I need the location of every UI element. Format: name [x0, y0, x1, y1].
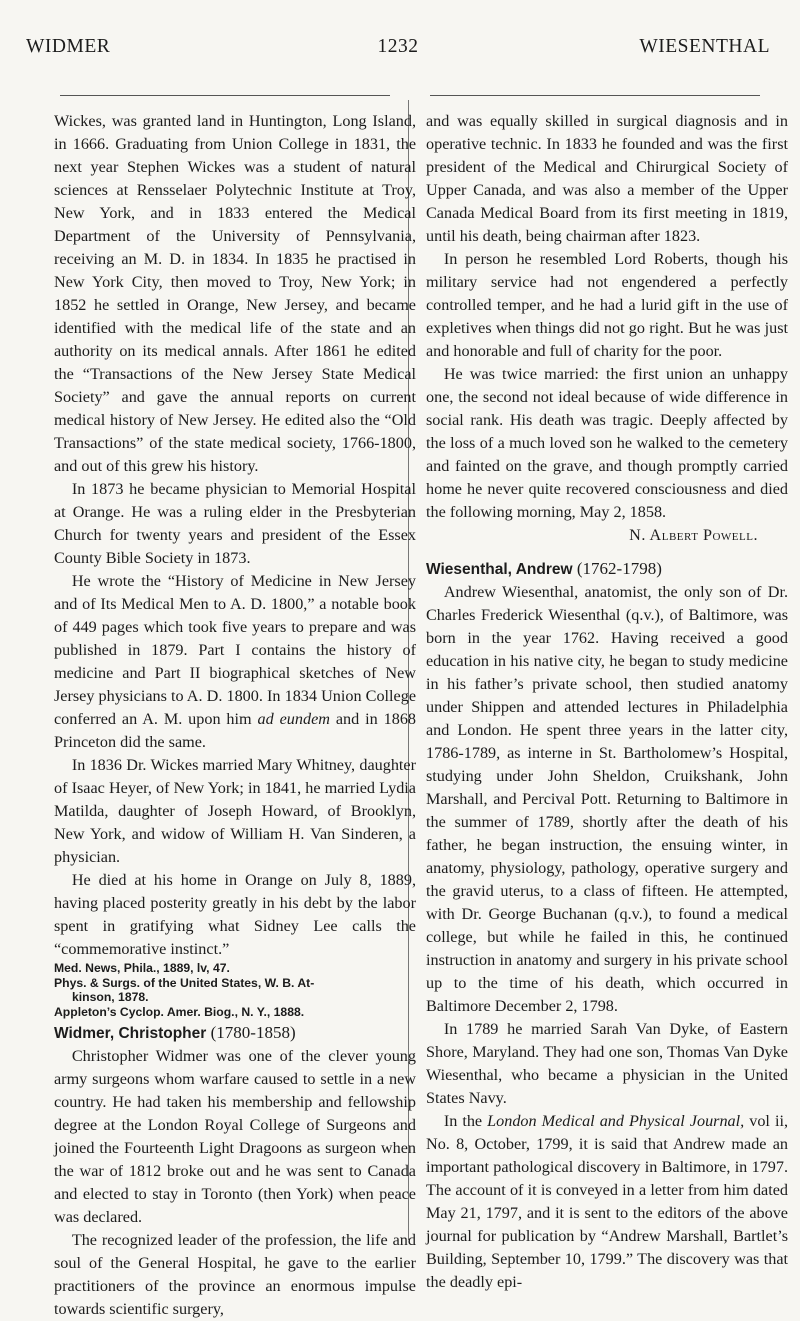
wickes-paragraph-4: In 1836 Dr. Wickes married Mary Whitney, daughter of Isaac Heyer, of New York; in 1841, he married Lydia Matilda, daughter of Joseph Howard, of Brooklyn, New York, and widow of William H. Van Sinderen, a physician. — [54, 756, 416, 866]
wiesenthal-entry-heading — [426, 557, 788, 581]
widmer-entry-heading — [54, 1021, 416, 1045]
wiesenthal-paragraph-3 — [426, 1110, 788, 1294]
reference-2-cont: kinson, 1878. — [72, 990, 149, 1004]
wiesenthal-p3-text-end: vol ii, No. 8, October, 1799, it is said that Andrew made an important pathological discovery in Baltimore, in 1797. The account of it is conveyed in a letter from him dated May 21, 1797, and it is sent to the editors of the above journal for publication by “Andrew Marshall, Bartlet’s Building, September 10, 1799.” The discovery was that the deadly epi- — [426, 1112, 788, 1291]
header-left-word: WIDMER — [26, 36, 111, 57]
wickes-references — [54, 961, 416, 1019]
header-rule-right — [430, 95, 760, 96]
widmer-name: Widmer, Christopher — [54, 1025, 207, 1042]
wickes-paragraph-3 — [54, 570, 416, 754]
wickes-p3-italic: ad eundem — [257, 710, 330, 728]
widmer-paragraph-2: The recognized leader of the profession, the life and soul of the General Hospital, he gave to the earlier practitioners of the province an enormous impulse towards scientific surgery, — [54, 1231, 416, 1318]
reference-3: Appleton’s Cyclop. Amer. Biog., N. Y., 1888. — [54, 1004, 305, 1019]
reference-1: Med. News, Phila., 1889, lv, 47. — [54, 961, 230, 975]
author-signature: N. Albert Powell. — [629, 526, 758, 544]
right-column — [426, 110, 788, 1294]
wickes-p3-text-end: and in 1868 Princeton did the same. — [54, 710, 417, 751]
reference-2: Phys. & Surgs. of the United States, W. B. At- — [54, 975, 315, 990]
wiesenthal-paragraph-2: In 1789 he married Sarah Van Dyke, of Eastern Shore, Maryland. They had one son, Thomas Van Dyke Wiesenthal, who became a physician in the United States Navy. — [426, 1020, 788, 1107]
wiesenthal-p3-text: In the — [443, 1112, 483, 1130]
left-column — [54, 110, 416, 1321]
page-header — [26, 36, 770, 66]
widmer-paragraph-1: Christopher Widmer was one of the clever young army surgeons whom warfare caused to settle in a new country. He had taken his membership and fellowship degree at the London Royal College of Surgeons and joined the Fourteenth Light Dragoons as surgeon when the war of 1812 broke out and he was sent to Canada and elected to stay in Toronto (then York) when peace was declared. — [54, 1047, 416, 1226]
header-rule-left — [60, 95, 390, 96]
page-number: 1232 — [377, 36, 419, 57]
widmer-paragraph-2-cont: and was equally skilled in surgical diagnosis and in operative technic. In 1833 he founded and was the first president of the Medical and Chirurgical Society of Upper Canada, and was also a member of the Upper Canada Medical Board from its first meeting in 1819, until his death, being chairman after 1823. — [426, 112, 788, 245]
wiesenthal-name: Wiesenthal, Andrew — [426, 561, 573, 578]
widmer-paragraph-4: He was twice married: the first union an unhappy one, the second not ideal because of wide difference in social rank. His death was tragic. Deeply affected by the loss of a much loved son he walked to the cemetery and fainted on the grave, and though promptly carried home he never quite recovered consciousness and died the following morning, May 2, 1858. — [426, 365, 788, 521]
entry-gap — [426, 547, 788, 557]
wickes-paragraph-2: In 1873 he became physician to Memorial Hospital at Orange. He was a ruling elder in the Presbyterian Church for twenty years and president of the Essex County Bible Society in 1873. — [54, 480, 416, 567]
wickes-paragraph-5: He died at his home in Orange on July 8, 1889, having placed posterity greatly in his debt by the labor spent in gratifying what Sidney Lee calls the “commemorative instinct.” — [54, 871, 416, 958]
widmer-paragraph-3: In person he resembled Lord Roberts, though his military service had not engendered a perfectly controlled temper, and he had a lurid gift in the use of expletives when things did not go right. But he was just and honorable and full of charity for the poor. — [426, 250, 788, 360]
wickes-paragraph-1: Wickes, was granted land in Huntington, Long Island, in 1666. Graduating from Union College in 1831, the next year Stephen Wickes was a student of natural sciences at Rensselaer Polytechnic Institute at Troy, New York, and in 1833 entered the Medical Department of the University of Pennsylvania, receiving an M. D. in 1834. In 1835 he practised in New York City, then moved to Troy, New York; in 1852 he settled in Orange, New Jersey, and became identified with the medical life of the state and an authority on its medical annals. After 1861 he edited the “Transactions of the New Jersey State Medical Society” and gave the annual reports on current medical history of New Jersey. He edited also the “Old Transactions” of the state medical society, 1766-1800, and out of this grew his history. — [54, 112, 416, 475]
wickes-p3-text: He wrote the “History of Medicine in New Jersey and of Its Medical Men to A. D. 1800,” a notable book of 449 pages which took five years to prepare and was published in 1879. Part I contains the history of medicine and Part II biographical sketches of New Jersey physicians to A. D. 1800. In 1834 Union College conferred an A. M. upon him — [54, 572, 416, 728]
wiesenthal-dates: (1762-1798) — [576, 559, 662, 578]
header-right-word: WIESENTHAL — [639, 36, 770, 57]
journal-title: London Medical and Physical Journal, — [487, 1112, 745, 1130]
widmer-dates: (1780-1858) — [210, 1023, 296, 1042]
wiesenthal-paragraph-1: Andrew Wiesenthal, anatomist, the only son of Dr. Charles Frederick Wiesenthal (q.v.), of Baltimore, was born in the year 1762. Having received a good education in his native city, he began to study medicine in his father’s private school, then studied anatomy under Shippen and attended lectures in Philadelphia and London. He spent three years in the latter city, 1786-1789, as interne in St. Bartholomew’s Hospital, studying under John Sheldon, Cruikshank, John Marshall, and Percival Pott. Returning to Baltimore in the summer of 1789, shortly after the death of his father, he began instruction, the ensuing winter, in anatomy, physiology, pathology, operative surgery and the gravid uterus, to a class of fifteen. He attempted, with Dr. George Buchanan (q.v.), to found a medical college, but while he failed in this, he continued instruction in anatomy and surgery in his private school up to the time of his death, which occurred in Baltimore December 2, 1798. — [426, 583, 788, 1015]
